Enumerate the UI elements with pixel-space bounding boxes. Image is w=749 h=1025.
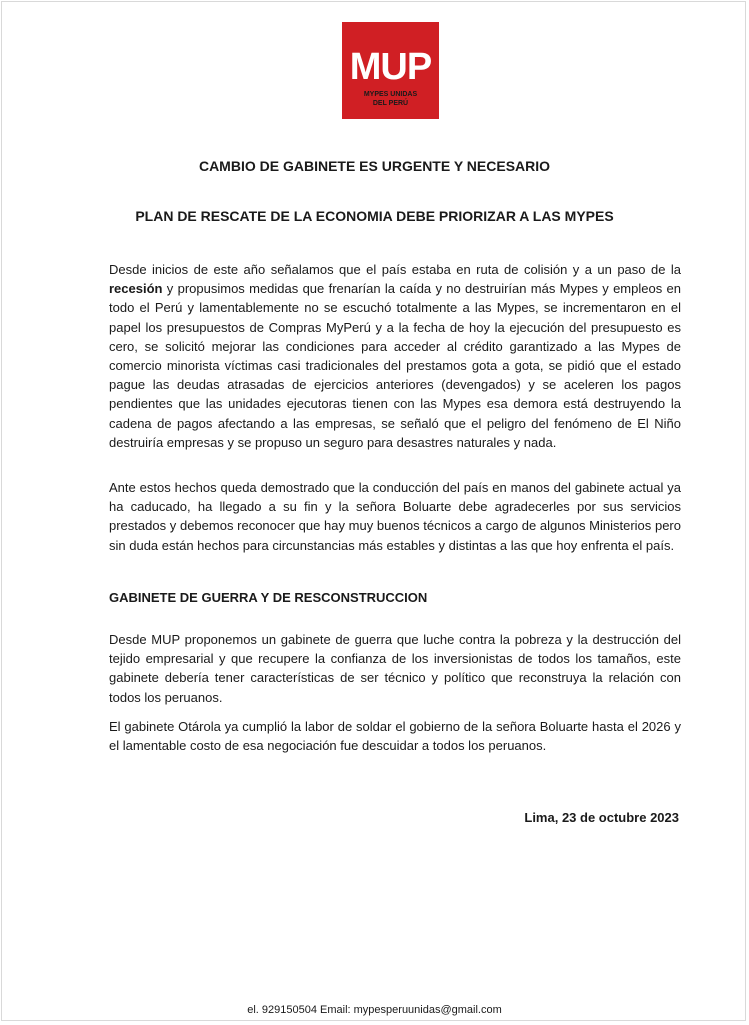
document-date: Lima, 23 de octubre 2023: [524, 810, 679, 825]
paragraph-1-emphasis: recesión: [109, 281, 163, 297]
document-page: [1, 1, 746, 1021]
paragraph-2: Ante estos hechos queda demostrado que la conducción del país en manos del gabinete actual ya ha caducado, ha llegado a su fin y la señora Boluarte debe agradecerles por sus servicios prestados y debemos reconocer que hay muy buenos técnicos a cargo de algunos Ministerios pero sin duda están hechos para circunstancias más estables y distintas a las que hoy enfrenta el país.: [109, 480, 681, 553]
section-heading: GABINETE DE GUERRA Y DE RESCONSTRUCCION: [109, 590, 428, 605]
paragraph-3: Desde MUP proponemos un gabinete de guerra que luche contra la pobreza y la destrucción del tejido empresarial y que recupere la confianza de los inversionistas de todos los tamaños, este gabinete debería tener características de ser técnico y político que reconstruya la relación con todos los peruanos.: [109, 632, 681, 705]
paragraph-1-intro: Desde inicios de este año señalamos que el país estaba en ruta de colisión y a un paso de la: [109, 262, 681, 277]
document-subtitle: PLAN DE RESCATE DE LA ECONOMIA DEBE PRIORIZAR A LAS MYPES: [135, 208, 614, 224]
paragraph-1-body: y propusimos medidas que frenarían la caída y no destruirían más Mypes y empleos en todo el Perú y lamentablemente no se escuchó totalmente a las Mypes, se incrementaron en el papel los presupuestos de Compras MyPerú y a la fecha de hoy la ejecución del presupuesto es cero, se solicitó mejorar las condiciones para acceder al crédito garantizado a las Mypes de comercio minorista víctimas casi tradicionales del prestamos gota a gota, se pidió que el estado pague las deudas atrasadas de ejercicios anteriores (devengados) y se aceleren los pagos pendientes que las unidades ejecutoras tienen con las Mypes esa demora está destruyendo la cadena de pagos afectando a las empresas, se señaló que el peligro del fenómeno de El Niño destruiría empresas y se propuso un seguro para desastres naturales y nada.: [109, 281, 681, 450]
logo-tagline-line-1: MYPES UNIDAS: [363, 91, 418, 98]
logo-tagline: [364, 90, 417, 108]
logo-tagline-line-2: DEL PERÚ: [372, 100, 409, 107]
paragraph-1: [109, 260, 681, 452]
document-title: CAMBIO DE GABINETE ES URGENTE Y NECESARIO: [198, 158, 551, 174]
logo-acronym: MUP: [349, 46, 432, 88]
contact-footer: el. 929150504 Email: mypesperuunidas@gmail.com: [247, 1004, 502, 1016]
mup-logo: [342, 22, 439, 119]
paragraph-4: El gabinete Otárola ya cumplió la labor de soldar el gobierno de la señora Boluarte hasta el 2026 y el lamentable costo de esa negociación fue descuidar a todos los peruanos.: [109, 719, 681, 754]
